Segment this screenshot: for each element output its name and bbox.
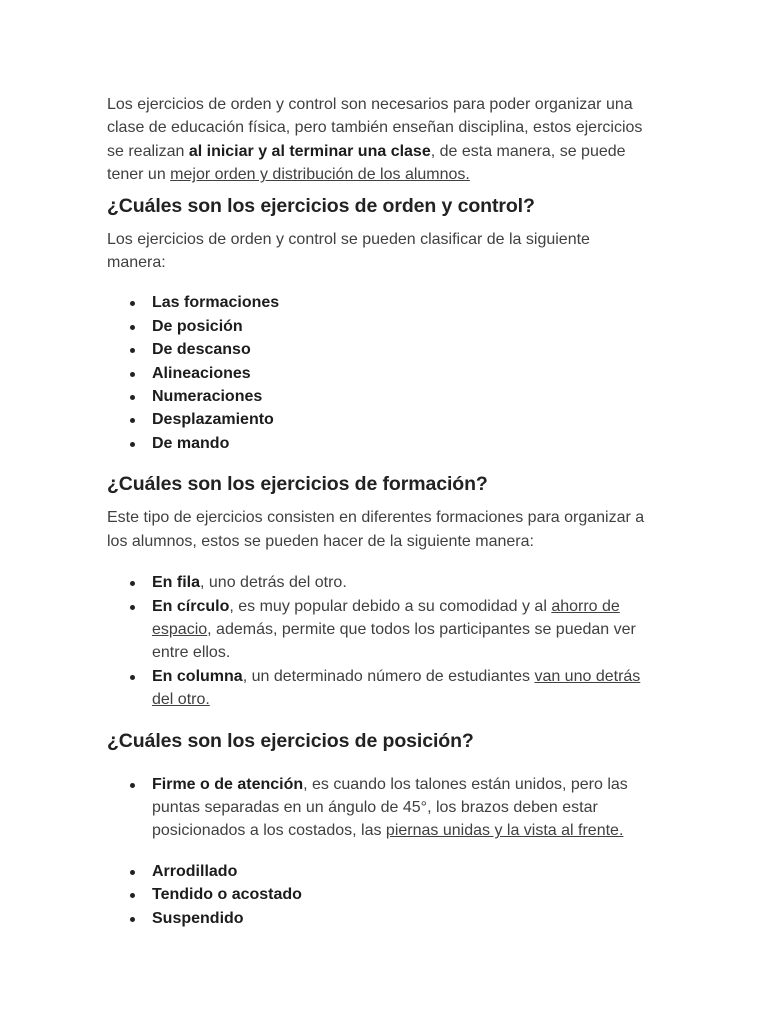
list-item: De descanso	[107, 338, 667, 361]
link-van-uno-detras[interactable]: van uno detrás del otro.	[152, 667, 641, 709]
section-2-list	[107, 571, 662, 711]
list-item: Las formaciones	[107, 291, 667, 314]
section-1-paragraph: Los ejercicios de orden y control se pueden clasificar de la siguiente manera:	[107, 230, 590, 272]
list-item: En columna, un determinado número de estudiantes van uno detrás del otro.	[107, 665, 662, 712]
section-1-heading: ¿Cuáles son los ejercicios de orden y control?	[107, 194, 535, 217]
section-3-first-list	[107, 773, 662, 843]
list-item: Desplazamiento	[107, 408, 667, 431]
list-item: Numeraciones	[107, 385, 667, 408]
list-item: Tendido o acostado	[107, 883, 667, 906]
section-2-heading: ¿Cuáles son los ejercicios de formación?	[107, 473, 488, 496]
link-piernas-unidas[interactable]: piernas unidas y la vista al frente.	[385, 822, 624, 840]
list-item: Arrodillado	[107, 860, 667, 883]
list-item: Firme o de atención, es cuando los talones están unidos, pero las puntas separadas en un ángulo de 45°, los brazos deben estar posicionados a los costados, las piernas unidas y la vista al frente.	[107, 773, 662, 843]
document-page	[107, 93, 667, 930]
intro-paragraph	[107, 93, 663, 187]
list-item: Suspendido	[107, 907, 667, 930]
intro-text-2: , de esta manera, se puede tener un	[107, 142, 626, 184]
list-item: De mando	[107, 432, 667, 455]
list-item: Alineaciones	[107, 362, 667, 385]
intro-bold-text: al iniciar y al terminar una clase	[188, 142, 431, 160]
intro-link[interactable]: mejor orden y distribución de los alumnos.	[170, 166, 470, 184]
section-3-list	[107, 860, 667, 930]
section-1-list	[107, 291, 667, 455]
link-ahorro-de-espacio[interactable]: ahorro de espacio	[152, 597, 620, 638]
list-item: En fila, uno detrás del otro.	[107, 571, 662, 594]
section-3-heading: ¿Cuáles son los ejercicios de posición?	[107, 729, 474, 752]
intro-text-1: Los ejercicios de orden y control son necesarios para poder organizar una clase de educación física, pero también enseñan disciplina, estos ejercicios se realizan	[107, 96, 643, 160]
section-2-paragraph: Este tipo de ejercicios consisten en diferentes formaciones para organizar a los alumnos, estos se pueden hacer de la siguiente manera:	[107, 509, 645, 550]
list-item: En círculo, es muy popular debido a su comodidad y al ahorro de espacio, además, permite que todos los participantes se puedan ver entre ellos.	[107, 595, 662, 665]
list-item: De posición	[107, 315, 667, 338]
